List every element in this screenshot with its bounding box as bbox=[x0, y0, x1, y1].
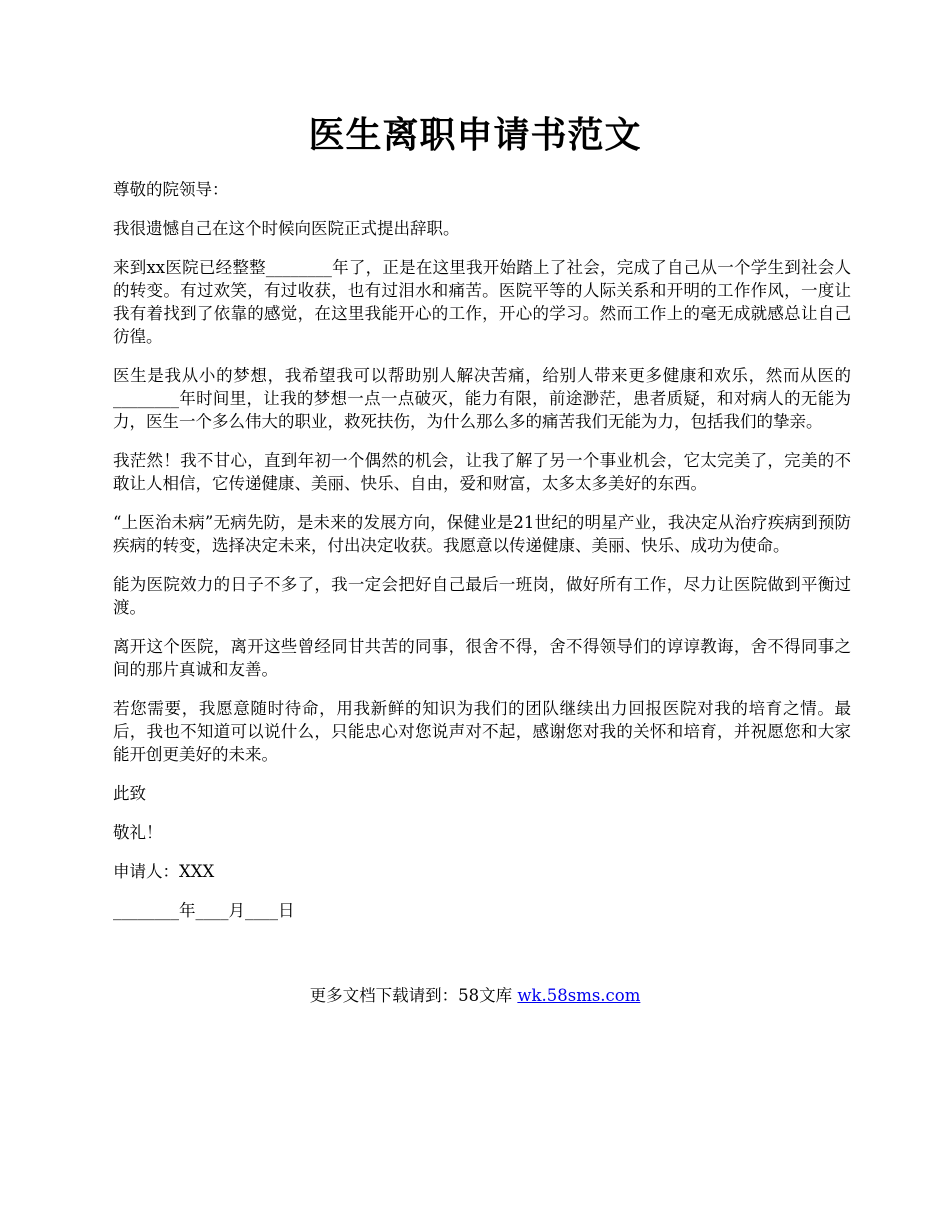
paragraph: “上医治未病”无病先防，是未来的发展方向，保健业是21世纪的明星产业，我决定从治疗疾病到预防疾病的转变，选择决定未来，付出决定收获。我愿意以传递健康、美丽、快乐、成功为使命。 bbox=[113, 513, 851, 555]
download-footer bbox=[0, 984, 950, 1007]
paragraph: 我茫然！我不甘心，直到年初一个偶然的机会，让我了解了另一个事业机会，它太完美了，完美的不敢让人相信，它传递健康、美丽、快乐、自由，爱和财富，太多太多美好的东西。 bbox=[113, 451, 851, 493]
closing-salute: 敬礼！ bbox=[113, 823, 163, 842]
paragraph: 我很遗憾自己在这个时候向医院正式提出辞职。 bbox=[113, 219, 460, 238]
paragraph: 医生是我从小的梦想，我希望我可以帮助别人解决苦痛，给别人带来更多健康和欢乐，然而从医的________年时间里，让我的梦想一点一点破灭，能力有限，前途渺茫，患者质疑，和对病人的无能为力，医生一个多么伟大的职业，救死扶伤，为什么那么多的痛苦我们无能为力，包括我们的挚亲。 bbox=[113, 366, 851, 431]
applicant-line: 申请人：XXX bbox=[113, 862, 215, 881]
paragraph: 若您需要，我愿意随时待命，用我新鲜的知识为我们的团队继续出力回报医院对我的培育之情。最后，我也不知道可以说什么，只能忠心对您说声对不起，感谢您对我的关怀和培育，并祝愿您和大家能开创更美好的未来。 bbox=[113, 699, 851, 764]
paragraph: 能为医院效力的日子不多了，我一定会把好自己最后一班岗，做好所有工作，尽力让医院做到平衡过渡。 bbox=[113, 575, 851, 617]
footer-text: 更多文档下载请到：58文库 bbox=[309, 986, 518, 1005]
paragraph: 来到xx医院已经整整________年了，正是在这里我开始踏上了社会，完成了自己从一个学生到社会人的转变。有过欢笑，有过收获，也有过泪水和痛苦。医院平等的人际关系和开明的工作作风，一度让我有着找到了依靠的感觉，在这里我能开心的工作，开心的学习。然而工作上的毫无成就感总让自己彷徨。 bbox=[113, 258, 851, 346]
paragraph: 离开这个医院，离开这些曾经同甘共苦的同事，很舍不得，舍不得领导们的谆谆教诲，舍不得同事之间的那片真诚和友善。 bbox=[113, 637, 851, 679]
letter-body bbox=[113, 178, 851, 938]
closing-line: 此致 bbox=[113, 784, 146, 803]
salutation: 尊敬的院领导： bbox=[113, 180, 229, 199]
page-title: 医生离职申请书范文 bbox=[308, 114, 642, 156]
date-line: ________年____月____日 bbox=[113, 901, 295, 920]
footer-link[interactable]: wk.58sms.com bbox=[517, 986, 641, 1005]
